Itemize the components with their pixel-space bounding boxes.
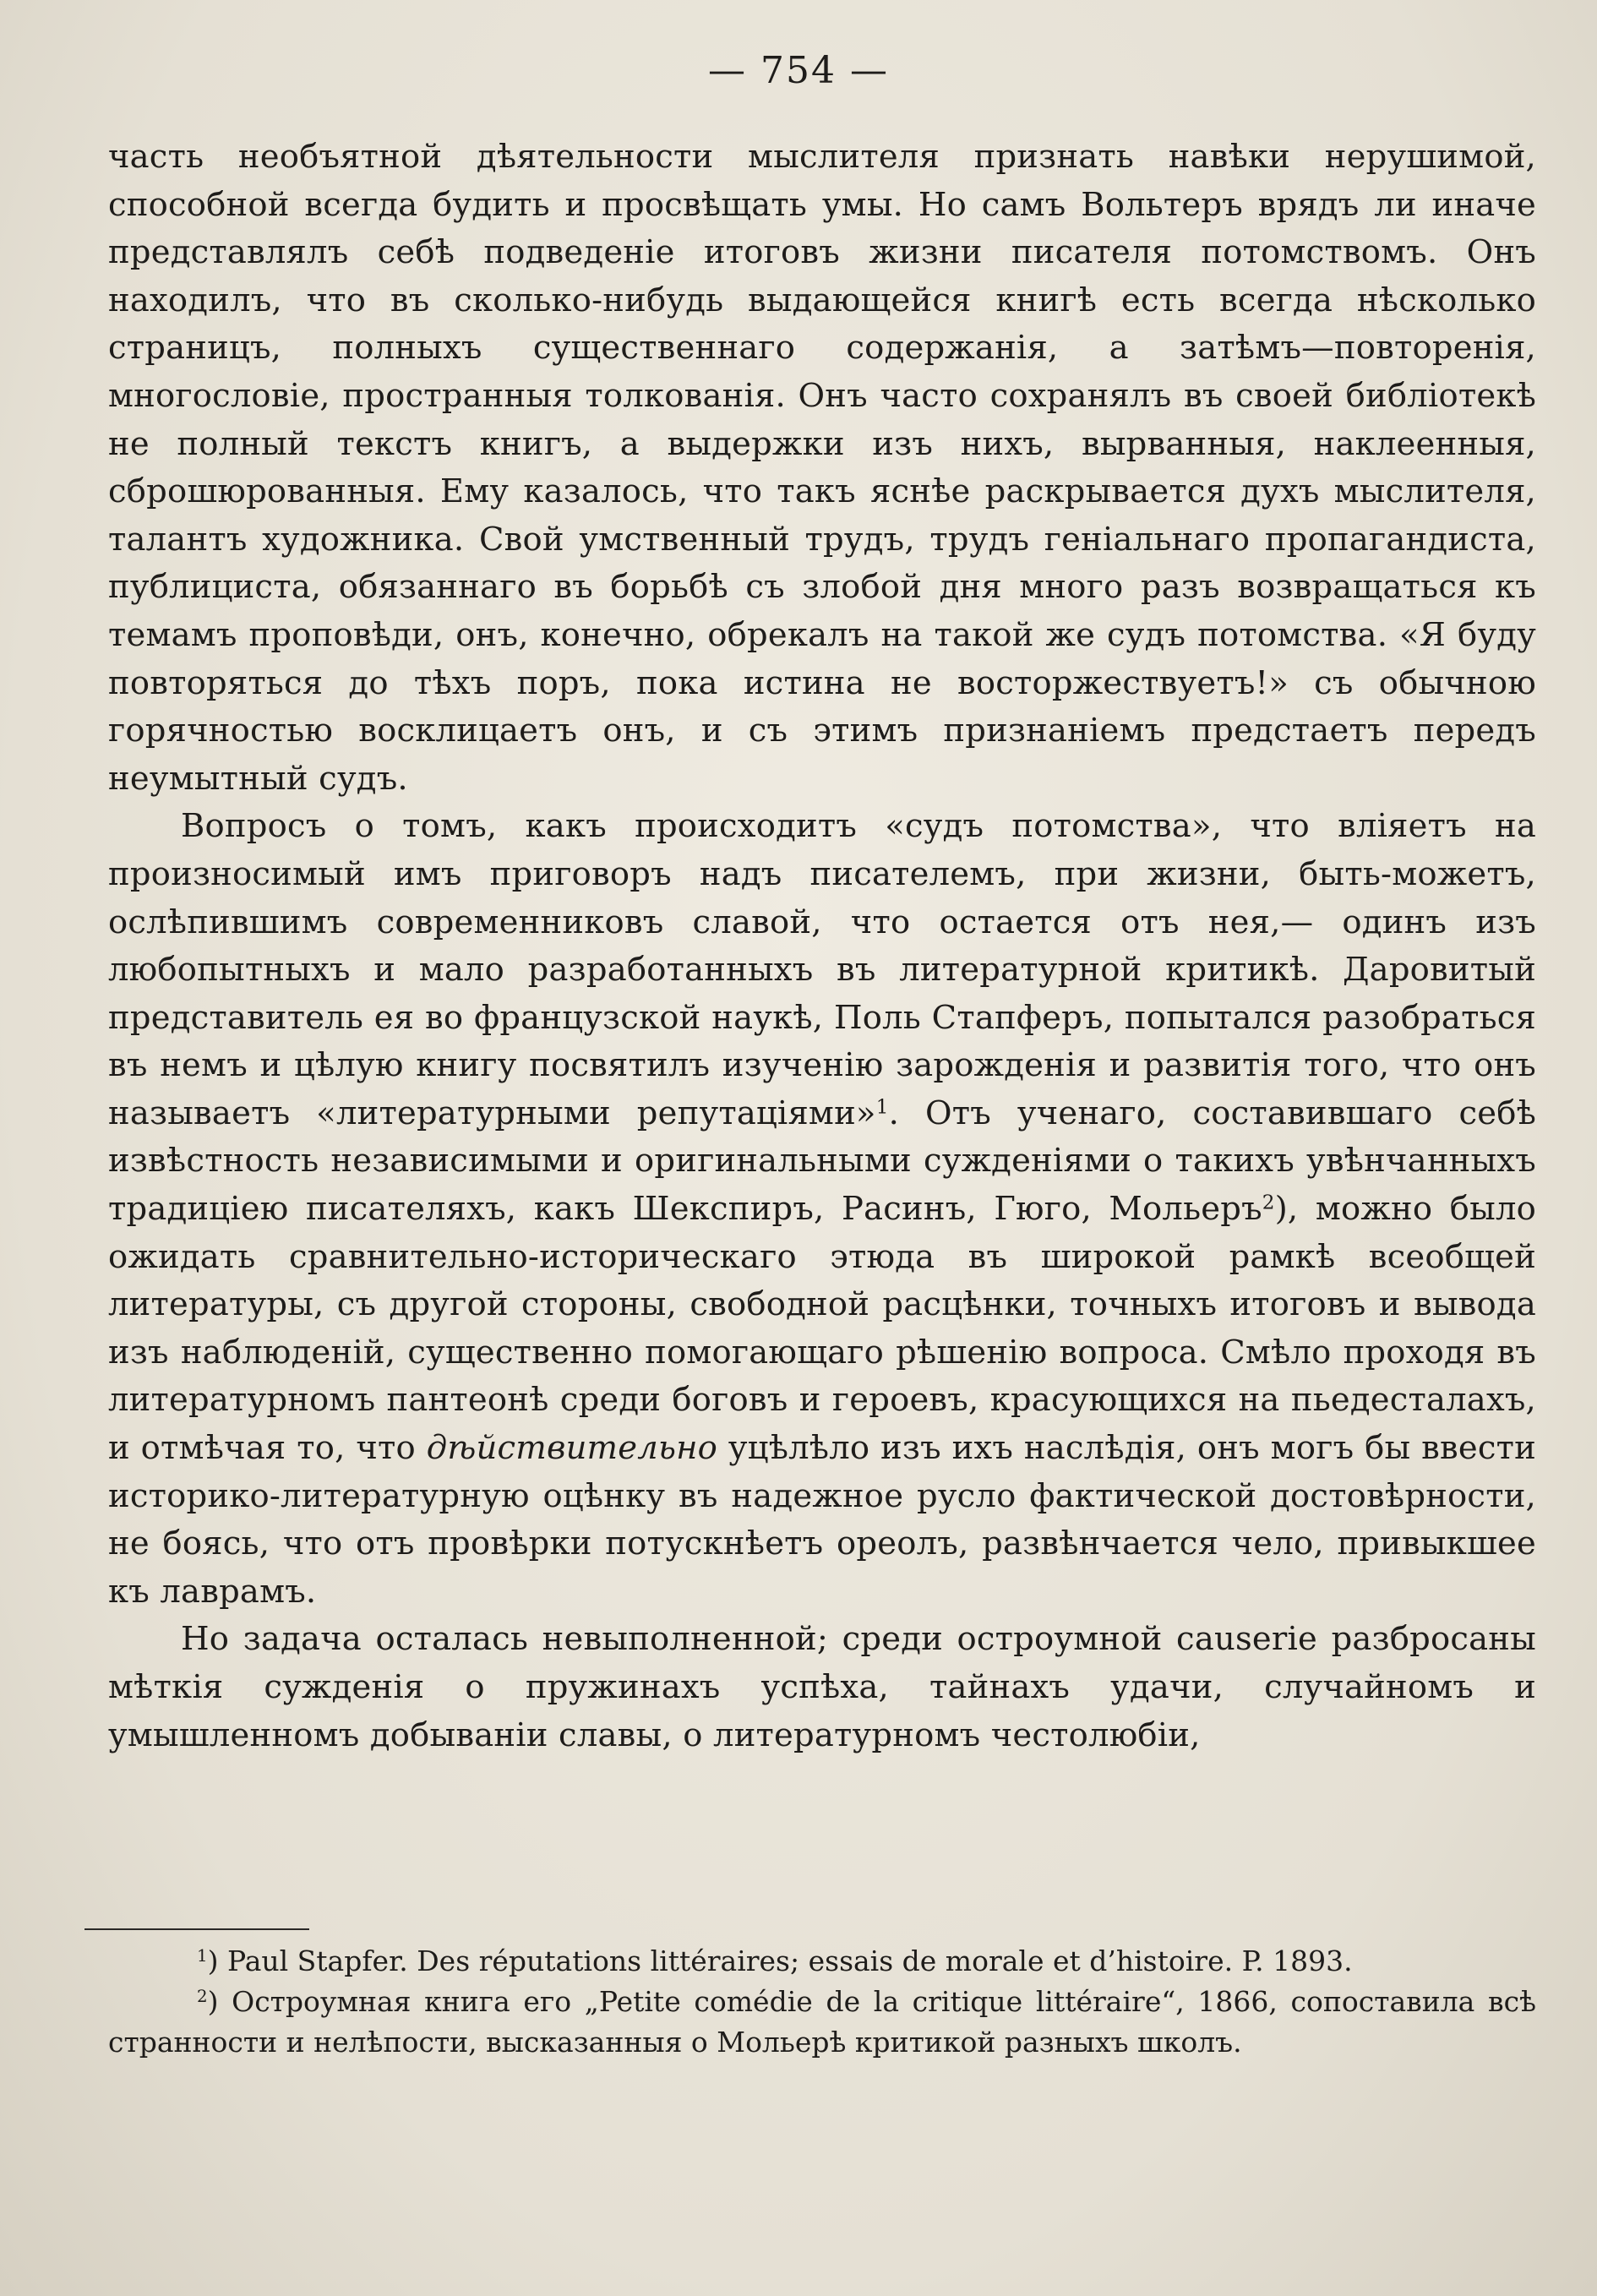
page-number: — 754 — — [708, 49, 889, 92]
footnote — [108, 1982, 1536, 2063]
text-run: Вопросъ о томъ, какъ происходитъ «судъ потомства», что вліяетъ на произносимый имъ приговоръ надъ писателемъ, при жизни, быть-можетъ, ослѣпившимъ современниковъ славой, что остается отъ нея,— одинъ изъ любопытныхъ и мало разработанныхъ въ литературной критикѣ. Даровитый представитель ея во французской наукѣ, Поль Стапферъ, попытался разобраться въ немъ и цѣлую книгу посвятилъ изученію зарожденія и развитія того, что онъ называетъ «литературными репутаціями» — [108, 807, 1536, 1132]
emphasis-text: дѣйствительно — [426, 1429, 718, 1468]
text-run: Но задача осталась невыполненной; среди остроумной causerie разбросаны мѣткія сужденія о пружинахъ успѣха, тайнахъ удачи, случайномъ и умышленномъ добываніи славы, о литературномъ честолюбіи, — [108, 1620, 1536, 1754]
text-run: часть необъятной дѣятельности мыслителя признать навѣки нерушимой, способной всегда будить и просвѣщать умы. Но самъ Вольтеръ врядъ ли иначе представлялъ себѣ подведеніе итоговъ жизни писателя потомствомъ. Онъ находилъ, что въ сколько-нибудь выдающейся книгѣ есть всегда нѣсколько страницъ, полныхъ существеннаго содержанія, а затѣмъ—повторенія, многословіе, пространныя толкованія. Онъ часто сохранялъ въ своей библіотекѣ не полный текстъ книгъ, а выдержки изъ нихъ, вырванныя, наклеенныя, сброшюрованныя. Ему казалось, что такъ яснѣе раскрывается духъ мыслителя, талантъ художника. Свой умственный трудъ, трудъ геніальнаго пропагандиста, публициста, обязаннаго въ борьбѣ съ злобой дня много разъ возвращаться къ темамъ проповѣди, онъ, конечно, обрекалъ на такой же судъ потомства. «Я буду повторяться до тѣхъ поръ, пока истина не восторжествуетъ!» съ обычною горячностью восклицаетъ онъ, и съ этимъ признаніемъ предстаетъ передъ неумытный судъ. — [108, 138, 1536, 798]
paragraph — [108, 1616, 1536, 1759]
footnote-reference: 1 — [875, 1096, 889, 1119]
footnote-divider — [84, 1928, 309, 1930]
footnote-marker-paren: ) — [207, 1985, 232, 2018]
footnote-text: Paul Stapfer. Des réputations littéraires; essais de morale et d’histoire. P. 1893. — [226, 1944, 1353, 1977]
paragraph — [108, 803, 1536, 1616]
text-run: . Отъ ученаго, составившаго себѣ извѣстность независимыми и оригинальными сужденіями о такихъ увѣнчанныхъ традиціею писателяхъ, какъ Шекспиръ, Расинъ, Гюго, Мольеръ — [108, 1093, 1537, 1229]
text-run: ), можно было ожидать сравнительно-историческаго этюда въ широкой рамкѣ всеобщей литературы, съ другой стороны, свободной расцѣнки, точныхъ итоговъ и вывода изъ наблюденій, существенно помогающаго рѣшенію вопроса. Смѣло проходя въ литературномъ пантеонѣ среди боговъ и героевъ, красующихся на пьедесталахъ, и отмѣчая то, что — [108, 1190, 1536, 1468]
footnote-marker-paren: ) — [207, 1944, 227, 1977]
text-run: уцѣлѣло изъ ихъ наслѣдія, онъ могъ бы ввести историко-литературную оцѣнку въ надежное русло фактической достовѣрности, не боясь, что отъ провѣрки потускнѣетъ ореолъ, развѣнчается чело, привыкшее къ лаврамъ. — [108, 1429, 1536, 1611]
footnotes — [108, 1941, 1536, 2063]
footnote-marker: 1 — [197, 1946, 208, 1966]
footnote — [108, 1941, 1536, 1982]
paragraph — [108, 134, 1536, 803]
footnote-reference: 2 — [1262, 1192, 1275, 1214]
footnote-text: Остроумная книга его „Petite comédie de la critique littéraire“, 1866, сопоставила всѣ странности и нелѣпости, высказанныя о Мольерѣ критикой разныхъ школъ. — [108, 1985, 1536, 2059]
body-text — [108, 134, 1536, 1759]
footnote-marker: 2 — [197, 1987, 208, 2007]
